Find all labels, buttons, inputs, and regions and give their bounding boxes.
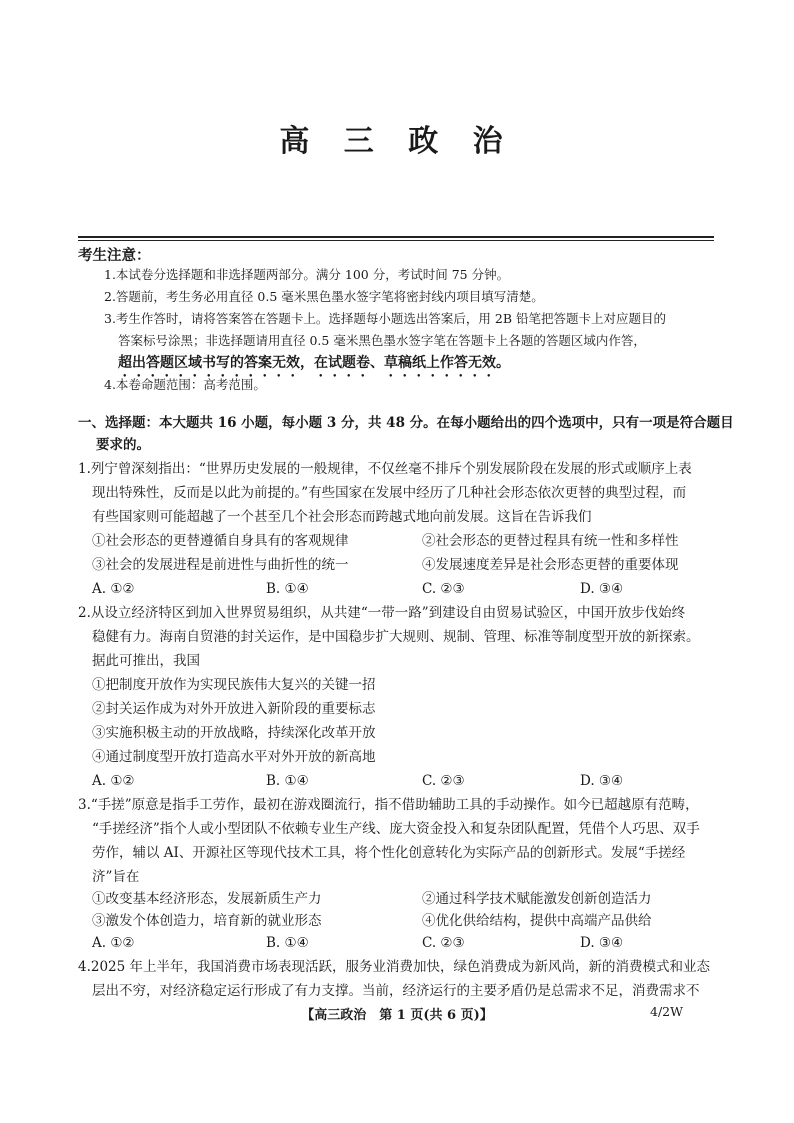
q1-stem: 1.列宁曾深刻指出：“世界历史发展的一般规律，不仅丝毫不排斥个别发展阶段在发展的形式或顺序上表 [78,461,692,477]
q2-statement-3: ③实施积极主动的开放战略，持续深化改革开放 [92,725,376,741]
q2-option-c: C. ②③ [422,773,465,789]
q2-stem: 稳健有力。海南自贸港的封关运作，是中国稳步扩大规则、规制、管理、标准等制度型开放的新探索。 [92,629,700,645]
q3-option-a: A. ①② [92,935,135,951]
page-footer: 【高三政治 第 1 页(共 6 页)】 [301,1008,493,1023]
notice-heading: 考生注意： [78,247,151,264]
notice-item: 答案标号涂黑；非选择题请用直径 0.5 毫米黑色墨水签字笔在答题卡上各题的答题区域内作答， [118,333,646,348]
q3-statement-3: ③激发个体创造力，培育新的就业形态 [92,913,322,929]
q3-option-b: B. ①④ [266,935,309,951]
q4-stem: 层出不穷，对经济稳定运行形成了有力支撑。当前，经济运行的主要矛盾仍是总需求不足，消费需求不 [92,983,700,999]
header-rule-thick [78,236,714,238]
q2-stem: 2.从设立经济特区到加入世界贸易组织，从共建“一带一路”到建设自由贸易试验区，中国开放步伐始终 [78,605,686,621]
section-heading: 一、选择题：本大题共 16 小题，每小题 3 分，共 48 分。在每小题给出的四个选项中，只有一项是符合题目 [78,415,734,431]
q3-stem: 济”旨在 [92,869,140,885]
notice-item: 2.答题前，考生务必用直径 0.5 毫米黑色墨水签字笔将密封线内项目填写清楚。 [104,289,544,304]
q4-stem: 4.2025 年上半年，我国消费市场表现活跃，服务业消费加快，绿色消费成为新风尚，新的消费模式和业态 [78,959,711,975]
q3-statement-4: ④优化供给结构，提供中高端产品供给 [422,913,652,929]
q2-statement-4: ④通过制度型开放打造高水平对外开放的新高地 [92,749,376,765]
q3-stem: 3.“手搓”原意是指手工劳作，最初在游戏圈流行，指不借助辅助工具的手动操作。如今已超越原有范畴， [78,797,699,813]
q2-option-d: D. ③④ [580,773,624,789]
q3-stem: 劳作，辅以 AI、开源社区等现代技术工具，将个性化创意转化为实际产品的创新形式。发展“手搓经 [92,845,686,861]
q2-statement-1: ①把制度开放作为实现民族伟大复兴的关键一招 [92,677,376,693]
q2-option-a: A. ①② [92,773,135,789]
q3-option-c: C. ②③ [422,935,465,951]
notice-item: 4.本卷命题范围：高考范围。 [104,377,266,392]
paper-code: 4/2W [650,1004,683,1019]
notice-item: 3.考生作答时，请将答案答在答题卡上。选择题每小题选出答案后，用 2B 铅笔把答题卡上对应题目的 [104,311,667,326]
page-title: 高 三 政 治 [279,124,515,159]
notice-item-emphasis: 超出答题区域书写的答案无效，在试题卷、草稿纸上作答无效。 [118,355,510,371]
q1-statement-1: ①社会形态的更替遵循自身具有的客观规律 [92,533,349,549]
q2-statement-2: ②封关运作成为对外开放进入新阶段的重要标志 [92,701,376,717]
q1-stem: 有些国家则可能超越了一个甚至几个社会形态而跨越式地向前发展。这旨在告诉我们 [92,509,592,525]
q1-option-b: B. ①④ [266,581,309,597]
q1-statement-4: ④发展速度差异是社会形态更替的重要体现 [422,557,679,573]
q1-option-a: A. ①② [92,581,135,597]
q2-stem: 据此可推出，我国 [92,653,200,669]
header-rule-thin [78,240,714,241]
q2-option-b: B. ①④ [266,773,309,789]
q1-statement-3: ③社会的发展进程是前进性与曲折性的统一 [92,557,349,573]
section-heading-cont: 要求的。 [96,437,150,453]
q1-statement-2: ②社会形态的更替过程具有统一性和多样性 [422,533,679,549]
q1-option-d: D. ③④ [580,581,624,597]
q3-stem: “手搓经济”指个人或小型团队不依赖专业生产线、庞大资金投入和复杂团队配置，凭借个人巧思、双手 [92,821,700,837]
q3-statement-2: ②通过科学技术赋能激发创新创造活力 [422,891,652,907]
notice-item: 1.本试卷分选择题和非选择题两部分。满分 100 分，考试时间 75 分钟。 [104,267,510,282]
q1-stem: 现出特殊性，反而是以此为前提的。”有些国家在发展中经历了几种社会形态依次更替的典型过程，而 [92,485,687,501]
q3-option-d: D. ③④ [580,935,624,951]
q3-statement-1: ①改变基本经济形态，发展新质生产力 [92,891,322,907]
q1-option-c: C. ②③ [422,581,465,597]
